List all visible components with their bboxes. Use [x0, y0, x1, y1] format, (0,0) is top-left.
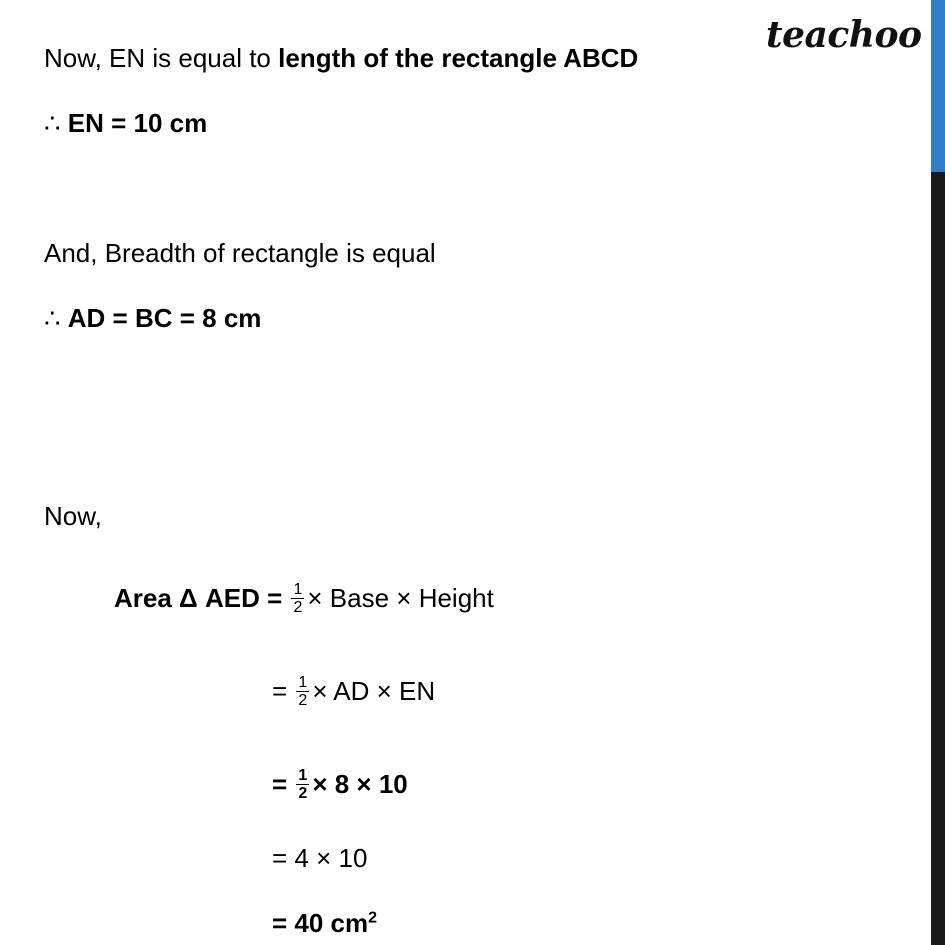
line-en-length [44, 42, 638, 74]
line-now [44, 500, 102, 532]
fraction-one-half [291, 581, 304, 616]
line-bold-text: EN = 10 cm [67, 108, 208, 138]
superscript-two: 2 [368, 909, 378, 927]
fraction-denominator: 2 [298, 784, 308, 802]
fraction-denominator: 2 [293, 598, 303, 616]
fraction-one-half [296, 767, 309, 802]
line-text: × 8 × 10 [312, 769, 408, 799]
fraction-numerator: 1 [293, 580, 303, 598]
line-text: × AD × EN [312, 676, 436, 706]
fraction-one-half [296, 674, 309, 709]
fraction-numerator: 1 [298, 766, 308, 784]
line-area-formula [114, 582, 494, 618]
line-bold-text: AD = BC = 8 cm [67, 303, 262, 333]
line-area-simplified [272, 842, 367, 874]
line-bold-text: length of the rectangle ABCD [278, 43, 639, 73]
teachoo-logo: teachoo [766, 14, 922, 56]
line-area-values [272, 768, 408, 804]
line-text: Now, [44, 501, 102, 531]
line-text: And, Breadth of rectangle is equal [44, 238, 436, 268]
scrollbar[interactable] [931, 0, 945, 945]
area-label: Area Δ AED = [114, 583, 290, 613]
line-text: = 4 × 10 [272, 843, 368, 873]
line-text: Now, EN is equal to [44, 43, 279, 73]
scrollbar-thumb[interactable] [931, 0, 945, 172]
fraction-denominator: 2 [298, 691, 308, 709]
line-ad-bc-value [44, 302, 261, 334]
line-text: = 40 cm [272, 908, 369, 938]
line-en-value [44, 107, 207, 139]
therefore-symbol: ∴ [44, 108, 68, 138]
equals-sign: = [272, 676, 295, 706]
line-breadth [44, 237, 436, 269]
therefore-symbol: ∴ [44, 303, 68, 333]
fraction-numerator: 1 [298, 673, 308, 691]
line-text: × Base × Height [307, 583, 494, 613]
equals-sign: = [272, 769, 295, 799]
line-area-result [272, 907, 377, 939]
line-area-substitution [272, 675, 435, 711]
